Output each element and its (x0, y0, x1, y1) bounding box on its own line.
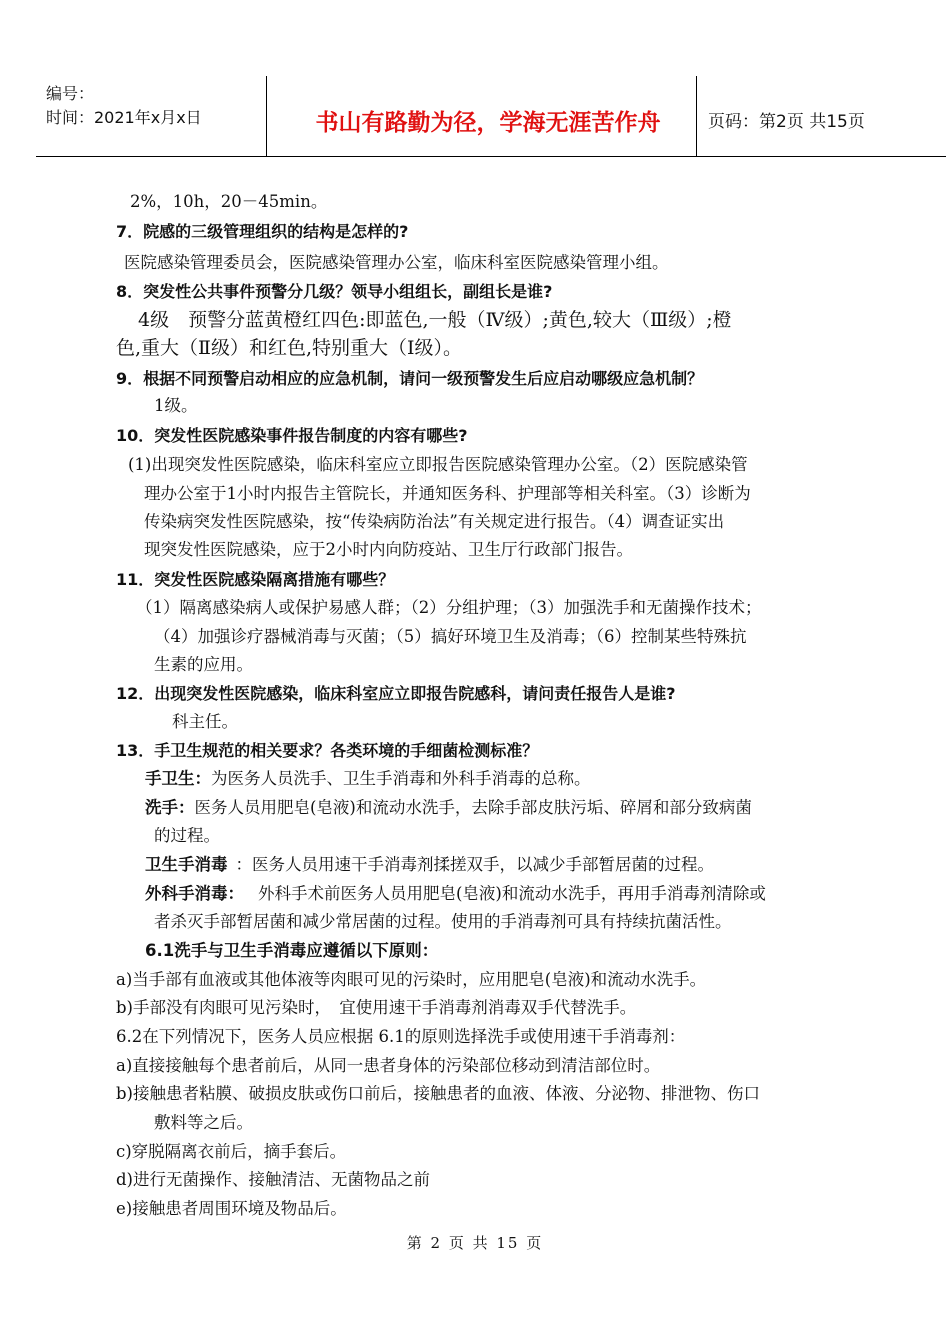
list-item: b)接触患者粘膜、破损皮肤或伤口前后，接触患者的血液、体液、分泌物、排泄物、伤口 (116, 1084, 760, 1103)
list-item: a)直接接触每个患者前后，从同一患者身体的污染部位移动到清洁部位时。 (116, 1056, 661, 1075)
list-item-cont: 敷料等之后。 (154, 1113, 253, 1132)
answer-8-line-2: 色,重大（Ⅱ级）和红色,特别重大（Ⅰ级）。 (116, 337, 462, 359)
header-meta (46, 82, 202, 130)
list-item: d)进行无菌操作、接触清洁、无菌物品之前 (116, 1170, 430, 1189)
definition-surgical-disinfection-cont: 者杀灭手部暂居菌和减少常居菌的过程。使用的手消毒剂可具有持续抗菌活性。 (154, 912, 732, 931)
header-motto: 书山有路勤为径，学海无涯苦作舟 (315, 110, 661, 136)
definition-surgical-disinfection: 外科手消毒： 外科手术前医务人员用肥皂(皂液)和流动水洗手，再用手消毒剂清除或 (145, 884, 766, 903)
term-sanitary-disinfection: 卫生手消毒 (145, 855, 228, 874)
text-line: 2%，10h，20－45min。 (130, 192, 328, 211)
answer-11-line-2: （4）加强诊疗器械消毒与灭菌；（5）搞好环境卫生及消毒；（6）控制某些特殊抗 (154, 627, 747, 646)
answer-9: 1级。 (154, 396, 198, 415)
section-6-2-heading: 6.2在下列情况下，医务人员应根据 6.1的原则选择洗手或使用速干手消毒剂： (116, 1027, 686, 1046)
header-divider-2 (696, 76, 697, 156)
page-footer: 第 2 页 共 15 页 (406, 1234, 544, 1252)
date-line: 时间：2021年x月x日 (46, 108, 202, 127)
list-item: a)当手部有血液或其他体液等肉眼可见的污染时，应用肥皂(皂液)和流动水洗手。 (116, 970, 707, 989)
answer-7: 医院感染管理委员会，医院感染管理办公室，临床科室医院感染管理小组。 (124, 253, 669, 272)
question-12: 12．出现突发性医院感染，临床科室应立即报告院感科，请问责任报告人是谁? (116, 684, 676, 703)
term-hand-washing: 洗手： (145, 798, 195, 817)
answer-10-line-3: 传染病突发性医院感染，按“传染病防治法”有关规定进行报告。（4）调查证实出 (144, 512, 725, 531)
answer-10-line-1: (1)出现突发性医院感染，临床科室应立即报告医院感染管理办公室。（2）医院感染管 (128, 455, 748, 474)
list-item: b)手部没有肉眼可见污染时， 宜使用速干手消毒剂消毒双手代替洗手。 (116, 998, 637, 1017)
question-11: 11．突发性医院感染隔离措施有哪些？ (116, 570, 395, 589)
list-item: e)接触患者周围环境及物品后。 (116, 1199, 347, 1218)
answer-12: 科主任。 (172, 712, 238, 731)
answer-11-line-3: 生素的应用。 (154, 655, 253, 674)
question-9: 9．根据不同预警启动相应的应急机制，请问一级预警发生后应启动哪级应急机制？ (116, 369, 704, 388)
definition-sanitary-disinfection: 卫生手消毒 ：医务人员用速干手消毒剂揉搓双手，以减少手部暂居菌的过程。 (145, 855, 714, 874)
question-7: 7．院感的三级管理组织的结构是怎样的? (116, 222, 409, 241)
definition-hand-hygiene: 手卫生：为医务人员洗手、卫生手消毒和外科手消毒的总称。 (145, 769, 591, 788)
answer-10-line-4: 现突发性医院感染，应于2小时内向防疫站、卫生厅行政部门报告。 (144, 540, 633, 559)
question-10: 10．突发性医院感染事件报告制度的内容有哪些? (116, 426, 468, 445)
section-6-1-heading: 6.1洗手与卫生手消毒应遵循以下原则： (145, 941, 439, 960)
serial-label: 编号： (46, 84, 95, 103)
question-13: 13．手卫生规范的相关要求？各类环境的手细菌检测标准？ (116, 741, 539, 760)
answer-8-line-1: 4级 预警分蓝黄橙红四色:即蓝色,一般（Ⅳ级）;黄色,较大（Ⅲ级）;橙 (138, 309, 732, 331)
answer-11-line-1: （1）隔离感染病人或保护易感人群；（2）分组护理；（3）加强洗手和无菌操作技术； (136, 598, 762, 617)
list-item: c)穿脱隔离衣前后，摘手套后。 (116, 1142, 347, 1161)
definition-hand-washing: 洗手：医务人员用肥皂(皂液)和流动水洗手，去除手部皮肤污垢、碎屑和部分致病菌 (145, 798, 752, 817)
term-hand-hygiene: 手卫生： (145, 769, 211, 788)
question-8: 8．突发性公共事件预警分几级？领导小组组长，副组长是谁? (116, 282, 553, 301)
header-page-info: 页码：第2页 共15页 (708, 112, 865, 132)
answer-10-line-2: 理办公室于1小时内报告主管院长，并通知医务科、护理部等相关科室。（3）诊断为 (144, 484, 751, 503)
page-header (36, 76, 946, 156)
definition-hand-washing-cont: 的过程。 (154, 826, 220, 845)
header-divider-1 (266, 76, 267, 156)
term-surgical-disinfection: 外科手消毒： (145, 884, 244, 903)
header-rule (36, 156, 946, 157)
